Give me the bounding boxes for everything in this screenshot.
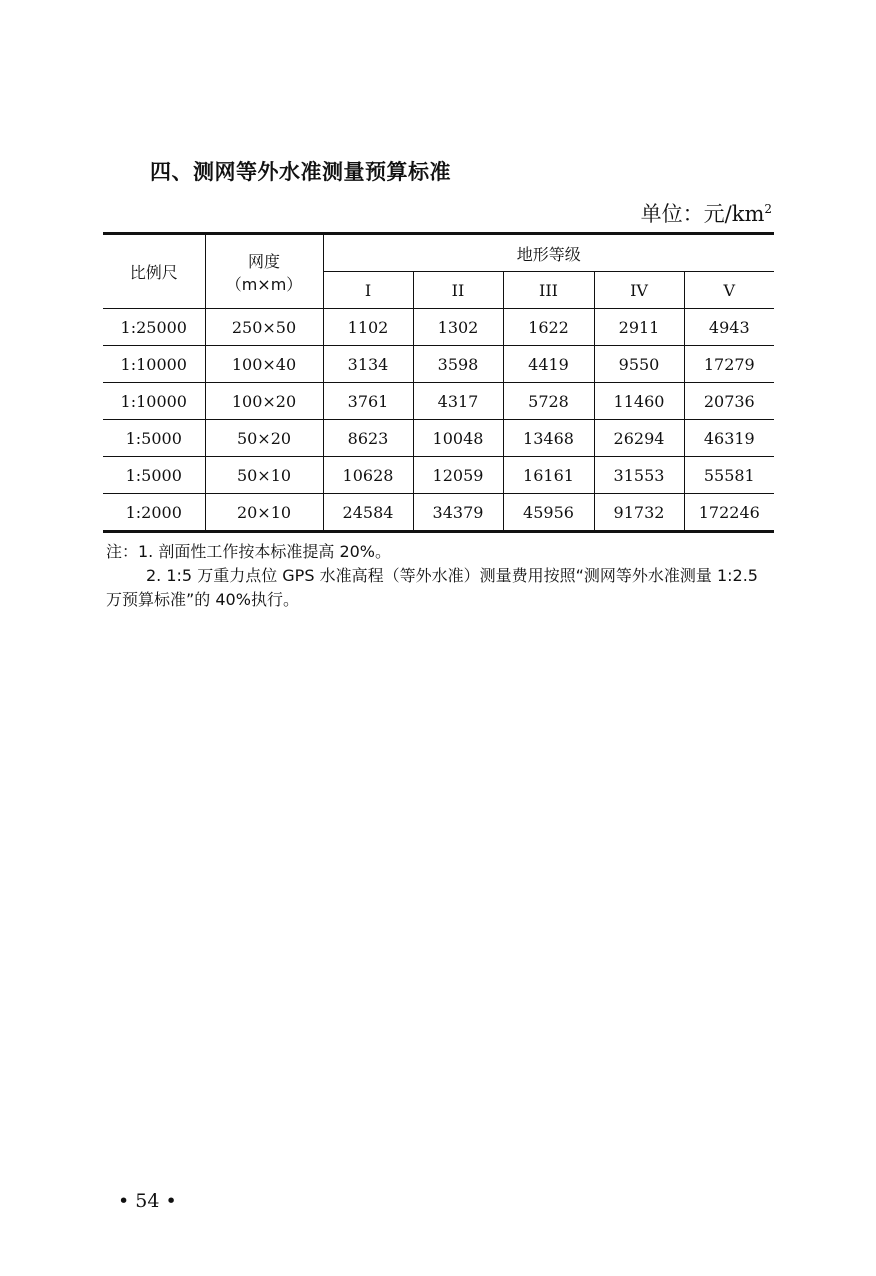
note-2: 2. 1:5 万重力点位 GPS 水准高程（等外水准）测量费用按照“测网等外水准测量 1:2.5 万预算标准”的 40%执行。: [106, 566, 758, 609]
header-grade-4: IV: [594, 272, 684, 309]
cell-value: 55581: [684, 457, 774, 494]
cell-scale: 1:10000: [103, 383, 205, 420]
header-grade-1: I: [323, 272, 413, 309]
header-grade-2: II: [413, 272, 503, 309]
cell-value: 26294: [594, 420, 684, 457]
cell-scale: 1:5000: [103, 420, 205, 457]
cell-grid: 250×50: [205, 309, 323, 346]
budget-table: [103, 232, 774, 533]
header-scale: 比例尺: [103, 234, 205, 309]
cell-value: 91732: [594, 494, 684, 532]
cell-value: 1622: [503, 309, 594, 346]
cell-value: 4943: [684, 309, 774, 346]
note-1: 注：1. 剖面性工作按本标准提高 20%。: [106, 542, 392, 561]
header-grid: [205, 234, 323, 309]
cell-grid: 50×10: [205, 457, 323, 494]
cell-grid: 100×40: [205, 346, 323, 383]
cell-value: 1302: [413, 309, 503, 346]
cell-value: 3761: [323, 383, 413, 420]
header-grid-line2: （m×m）: [225, 274, 303, 294]
cell-value: 1102: [323, 309, 413, 346]
unit-superscript: 2: [764, 202, 772, 216]
cell-value: 12059: [413, 457, 503, 494]
table-row: [103, 457, 774, 494]
cell-value: 3598: [413, 346, 503, 383]
table-row: [103, 309, 774, 346]
table-row: [103, 494, 774, 532]
cell-value: 8623: [323, 420, 413, 457]
cell-grid: 50×20: [205, 420, 323, 457]
table-row: [103, 383, 774, 420]
cell-value: 34379: [413, 494, 503, 532]
cell-value: 11460: [594, 383, 684, 420]
cell-value: 5728: [503, 383, 594, 420]
cell-value: 31553: [594, 457, 684, 494]
cell-value: 45956: [503, 494, 594, 532]
cell-value: 13468: [503, 420, 594, 457]
cell-value: 10048: [413, 420, 503, 457]
page-title: 四、测网等外水准测量预算标准: [150, 160, 451, 184]
cell-value: 4419: [503, 346, 594, 383]
cell-grid: 100×20: [205, 383, 323, 420]
notes: [106, 540, 774, 612]
cell-value: 20736: [684, 383, 774, 420]
cell-value: 172246: [684, 494, 774, 532]
cell-value: 3134: [323, 346, 413, 383]
cell-scale: 1:2000: [103, 494, 205, 532]
page-number: • 54 •: [118, 1190, 177, 1212]
cell-scale: 1:25000: [103, 309, 205, 346]
cell-scale: 1:10000: [103, 346, 205, 383]
header-grade-5: V: [684, 272, 774, 309]
cell-value: 2911: [594, 309, 684, 346]
cell-value: 16161: [503, 457, 594, 494]
unit-label: [641, 198, 772, 228]
header-grid-line1: 网度: [247, 251, 280, 271]
cell-value: 46319: [684, 420, 774, 457]
cell-value: 24584: [323, 494, 413, 532]
header-terrain: 地形等级: [323, 234, 774, 272]
cell-grid: 20×10: [205, 494, 323, 532]
cell-value: 4317: [413, 383, 503, 420]
table-header-row: [103, 234, 774, 272]
unit-text: 单位：元/km: [640, 202, 765, 226]
table-row: [103, 420, 774, 457]
header-grade-3: III: [503, 272, 594, 309]
cell-scale: 1:5000: [103, 457, 205, 494]
cell-value: 9550: [594, 346, 684, 383]
cell-value: 10628: [323, 457, 413, 494]
table-row: [103, 346, 774, 383]
cell-value: 17279: [684, 346, 774, 383]
